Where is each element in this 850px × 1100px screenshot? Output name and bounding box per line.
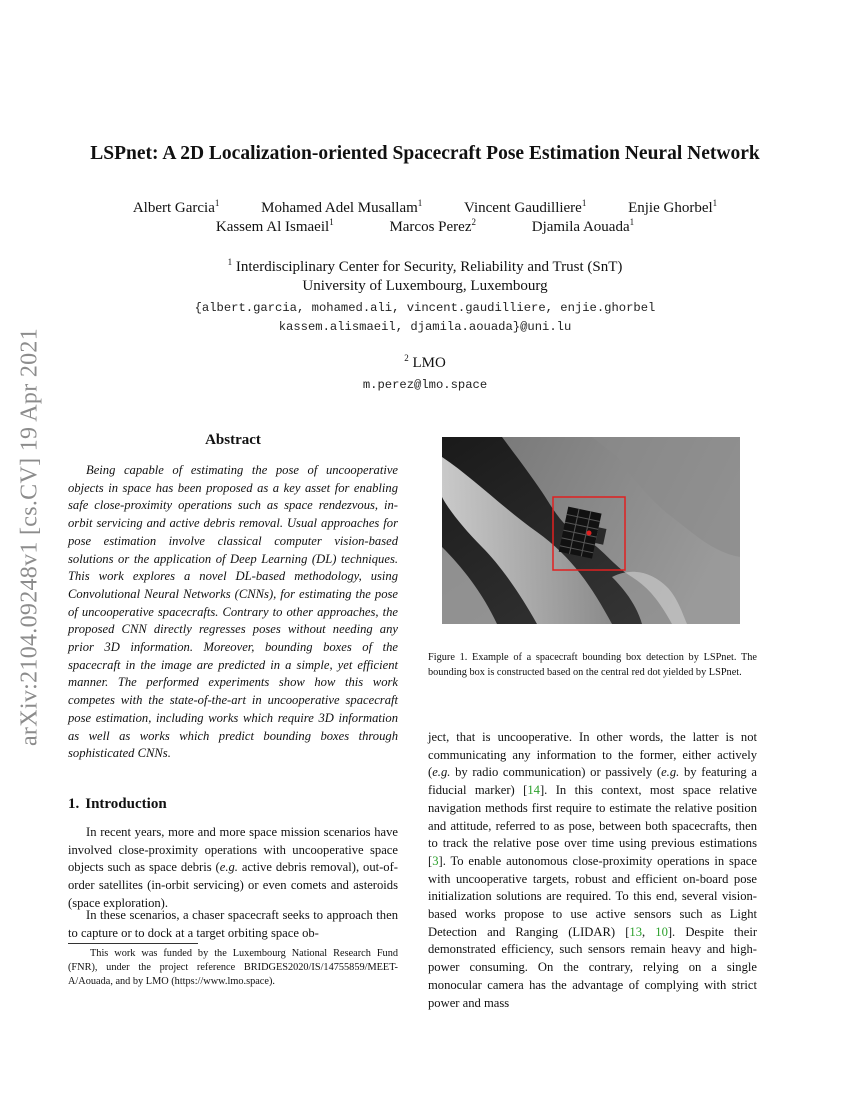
authors-row-2 [0,219,850,236]
author: Vincent Gaudilliere$^1$ [464,198,587,216]
author: Enjie Ghorbel$^1$ [628,198,718,216]
right-column-paragraph: ject, that is uncooperative. In other words, the latter is not communicating any information to the former, either actively (e.g. by radio communication) or passively (e.g. by featuring a fiducial marker) [14]. In this context, most space relative navigation methods first require to estimate the relative position and attitude, referred to as pose, between both spacecrafts, then to track the relative pose over time using previous estimations [3]. To enable autonomous close-proximity operations in space with uncooperative targets, robust and efficient on-board pose initialization solutions are required. To this end, several vision-based works propose to use active sensors such as Light Detection and Ranging (LIDAR) [13, 10]. Despite their demonstrated efficiency, such sensors remain heavy and high-power consuming. On the contrary, relying on a single monocular camera has the advantage of complying with strict power and mass [428,730,758,1010]
citation-link[interactable]: 13 [629,924,642,939]
citation-link[interactable]: 14 [527,783,540,798]
intro-paragraph-2: In these scenarios, a chaser spacecraft seeks to approach then to capture or to dock at a target orbiting space ob- [68,908,398,940]
footnote: This work was funded by the Luxembourg National Research Fund (FNR), under the project reference BRIDGES2020/IS/14755859/MEET-A/Aouada, and by LMO (https://www.lmo.space). [68,948,398,987]
affiliation-2: $^2$ LMO [404,353,446,371]
figure-caption: Figure 1. Example of a spacecraft bounding box detection by LSPnet. The bounding box is constructed based on the central red dot yielded by LSPnet. [428,652,757,679]
figure-spacecraft-image [442,437,740,624]
paper-title: LSPnet: A 2D Localization-oriented Spacecraft Pose Estimation Neural Network [90,143,760,164]
authors-row-1 [0,200,850,217]
section-heading-introduction: 1. Introduction [68,796,167,812]
footnote-rule [68,943,198,944]
author: Kassem Al Ismaeil$^1$ [215,217,334,235]
author: Albert Garcia$^1$ [132,198,220,216]
affiliation-1-university: University of Luxembourg, Luxembourg [302,278,548,294]
abstract-text: Being capable of estimating the pose of uncooperative objects in space has been proposed as a key asset for enabling safe close-proximity operations such as space rendezvous, in-orbit servicing and active debris removal. Usual approaches for pose estimation involve classical computer vision-based solutions or the application of Deep Learning (DL) techniques. This work explores a novel DL-based methodology, using Convolutional Neural Networks (CNNs), for estimating the pose of uncooperative spacecrafts. Contrary to other approaches, the proposed CNN directly regresses poses without needing any prior 3D information. Moreover, bounding boxes of the spacecraft in the image are predicted in a simple, yet efficient manner. The performed experiments show how this work competes with the state-of-the-art in uncooperative spacecraft pose estimation, including works which require 3D information as well as works which predict bounding boxes through sophisticated CNNs. [68,463,398,761]
intro-paragraph-1: In recent years, more and more space mission scenarios have involved close-proximity operations with uncooperative space objects such as space debris (e.g. active debris removal), out-of-order satellites (in-orbit servicing) or even comets and asteroids (space exploration). [68,825,398,910]
affiliation-1: $^1$ Interdisciplinary Center for Security, Reliability and Trust (SnT) [227,257,623,275]
email-2: m.perez@lmo.space [362,378,488,392]
center-red-dot [587,531,592,536]
abstract-heading: Abstract [205,432,261,448]
author: Mohamed Adel Musallam$^1$ [261,198,423,216]
emails-line-2: kassem.alismaeil, djamila.aouada}@uni.lu [278,320,572,334]
arxiv-id: arXiv:2104.09248v1 [cs.CV] 19 Apr 2021 [16,327,43,747]
author: Marcos Perez$^2$ [389,217,476,235]
citation-link[interactable]: 10 [655,924,668,939]
author: Djamila Aouada$^1$ [531,217,635,235]
citation-link[interactable]: 3 [432,853,439,868]
emails-line-1: {albert.garcia, mohamed.ali, vincent.gaudilliere, enjie.ghorbel [194,301,656,315]
